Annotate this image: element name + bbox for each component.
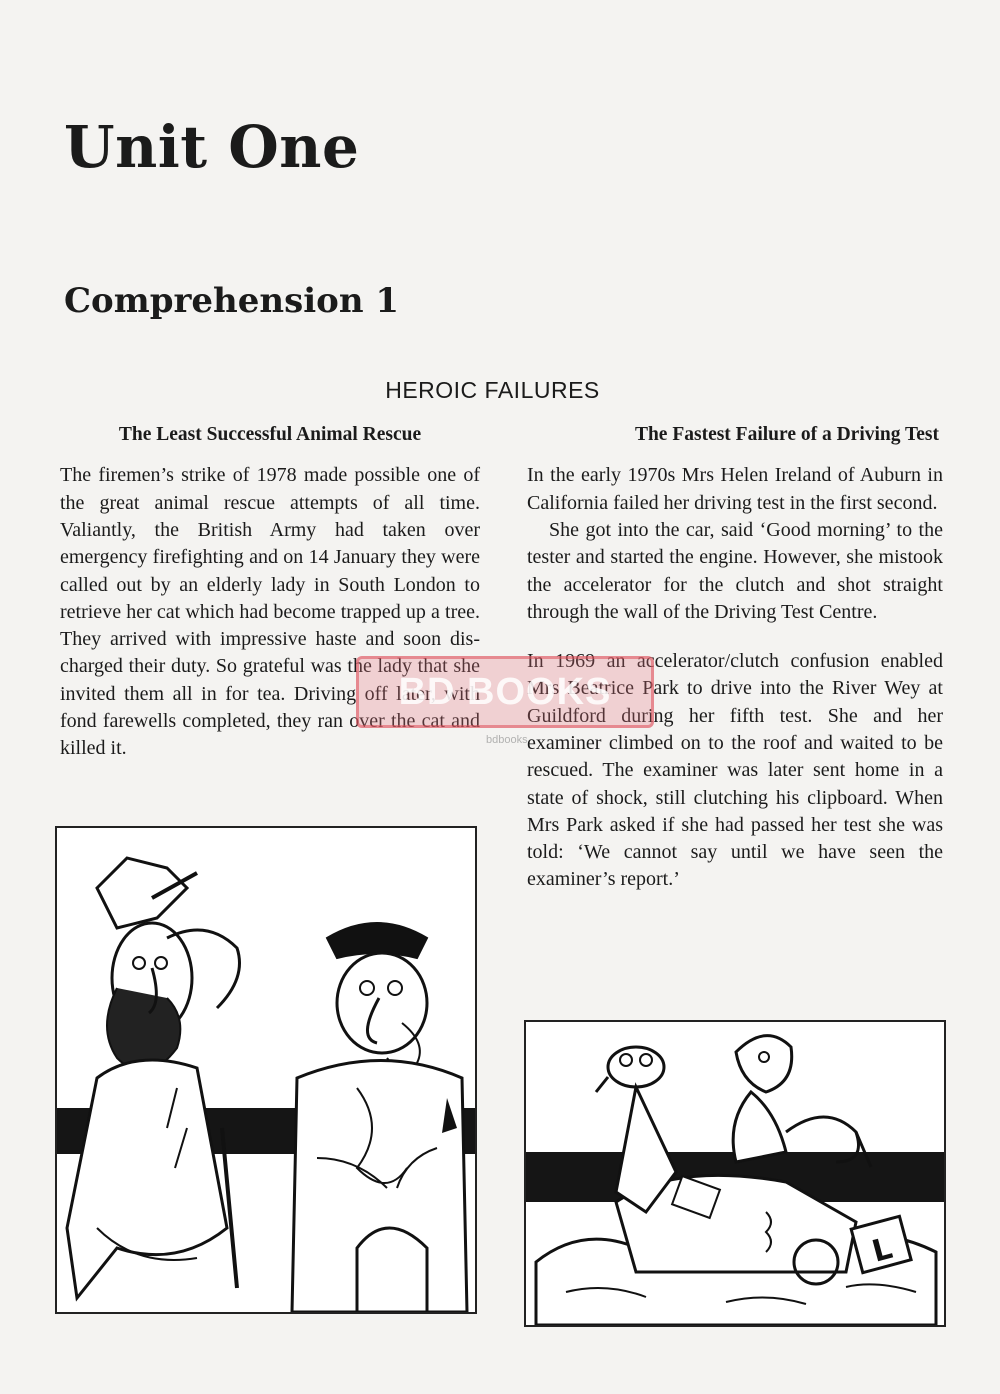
- watermark-subtext: bdbooks: [486, 734, 528, 746]
- bd-books-watermark: BD BOOKS: [356, 656, 654, 728]
- cartoon-car-in-river-illustration: [524, 1020, 946, 1327]
- left-article-paragraph: The firemen’s strike of 1978 made possible one of the great animal rescue attempts of all time. Valiantly, the British Army had taken over emergency firefighting and on 14 January they were called out by an elderly lady in South London to retrieve her cat which had become trapped up a tree. They arrived with impressive haste and soon discharged their duty. So grateful was the lady that she invited them all in for tea. Driving off later, with fond farewells completed, they ran over the cat and killed it.: [60, 464, 480, 760]
- section-title: HEROIC FAILURES: [385, 377, 600, 403]
- svg-text:L: L: [868, 1231, 897, 1270]
- cartoon-soldiers-illustration: [55, 826, 477, 1314]
- left-article-title: The Least Successful Animal Rescue: [118, 424, 422, 445]
- unit-title: Unit One: [64, 113, 360, 181]
- comprehension-title: Comprehension 1: [64, 281, 400, 321]
- right-article-paragraph-2: She got into the car, said ‘Good morning’ to the tester and started the engine. However, she mistook the accelerator for the clutch and shot straight through the wall of the Driving Test Centre.: [527, 518, 943, 623]
- cartoon-soldiers-icon: [57, 828, 475, 1312]
- right-article-paragraph-1: In the early 1970s Mrs Helen Ireland of Auburn in California failed her driving test in the first second.: [527, 464, 943, 514]
- cartoon-car-in-river-icon: [526, 1022, 944, 1325]
- right-article-paragraph-3: In 1969 an accelerator/clutch confusion enabled Mrs Beatrice Park to drive into the River Wey at Guildford during her fifth test. She and her examiner climbed on to the roof and waited to be rescued. The examiner was later sent home in a state of shock, still clutching his clipboard. When Mrs Park asked if she had passed her test she was told: ‘We cannot say until we have seen the examiner’s report.’: [527, 650, 943, 891]
- right-article-title: The Fastest Failure of a Driving Test: [634, 424, 939, 445]
